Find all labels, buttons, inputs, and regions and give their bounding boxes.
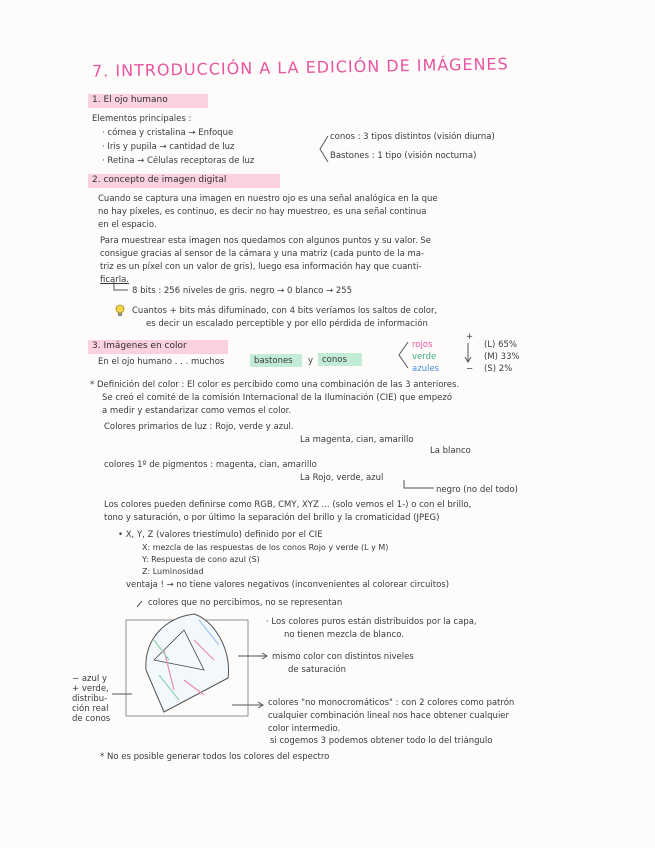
s3-puros-line1: · Los colores puros están distribuidos por la capa,: [266, 617, 477, 627]
s3-azules: azules: [412, 364, 440, 374]
arrow-icon: [112, 688, 134, 700]
brace-icon: [396, 340, 410, 370]
s3-mismo-line2: de saturación: [288, 665, 347, 675]
s2-p1-line2: no hay píxeles, es continuo, es decir no hay muestreo, es una señal continua: [98, 207, 427, 217]
s3-prim-pig: colores 1º de pigmentos : magenta, cian, amarillo: [104, 460, 317, 470]
s3-def2-line1: Los colores pueden definirse como RGB, CMY, XYZ ... (solo vemos el 1-) o con el brillo,: [104, 500, 472, 510]
s3-side-line4: ción real: [72, 704, 109, 714]
s2-bits: 8 bits : 256 niveles de gris. negro → 0 blanco → 255: [132, 286, 353, 296]
arrow-icon: [232, 700, 266, 710]
s3-plus: +: [466, 332, 474, 342]
section-3-heading: 3. Imágenes en color: [92, 341, 187, 351]
s1-item-cornea: · córnea y cristalina → Enfoque: [102, 128, 234, 138]
s2-p2-line4: ficarla.: [100, 275, 130, 285]
s1-conos: conos : 3 tipos distintos (visión diurna): [330, 132, 495, 142]
arrow-icon: [136, 598, 146, 608]
arrow-down-icon: [464, 343, 472, 365]
s2-idea-line2: es decir un escalado perceptible y por ello pérdida de información: [146, 319, 428, 329]
s3-ventaja: ventaja ! → no tiene valores negativos (inconvenientes al colorear circuitos): [126, 580, 450, 590]
s3-si3: si cogemos 3 podemos obtener todo lo del triángulo: [270, 736, 493, 746]
s3-def-line1: * Definición del color : El color es percibido como una combinación de las 3 anteriores.: [90, 380, 460, 390]
page-title: 7. INTRODUCCIÓN A LA EDICIÓN DE IMÁGENES: [91, 54, 509, 81]
s3-x: X: mezcla de las respuestas de los conos Rojo y verde (L y M): [142, 543, 389, 552]
s3-def2-line2: tono y saturación, o por último la separación del brillo y la cromaticidad (JPEG): [104, 513, 440, 523]
section-2-heading: 2. concepto de imagen digital: [92, 175, 227, 185]
section-1-heading: 1. El ojo humano: [92, 95, 168, 105]
arrow-icon: [238, 652, 270, 660]
s2-p1-line3: en el espacio.: [98, 220, 157, 230]
s3-mono-line2: cualquier combinación lineal nos hace obtener cualquier: [268, 711, 510, 721]
s3-side-line2: + verde,: [72, 684, 109, 694]
s3-mono-line1: colores "no monocromáticos" : con 2 colores como patrón: [268, 698, 515, 708]
s3-S: (S) 2%: [484, 364, 513, 374]
s2-p2-line2: consigue gracias al sensor de la cámara y una matriz (cada punto de la ma-: [100, 249, 425, 259]
s3-side-line1: − azul y: [72, 674, 107, 684]
s3-verde: verde: [412, 352, 437, 362]
arrow-icon: [112, 282, 130, 296]
s3-negro: negro (no del todo): [436, 485, 518, 495]
s2-p1-line1: Cuando se captura una imagen en nuestro ojo es una señal analógica en la que: [98, 194, 438, 204]
s3-def-line3: a medir y estandarizar como vemos el color.: [102, 406, 292, 416]
s1-item-iris: · Iris y pupila → cantidad de luz: [102, 142, 235, 152]
lightbulb-icon: [114, 303, 130, 317]
s3-side-line3: distribu-: [72, 694, 108, 704]
s3-M: (M) 33%: [484, 352, 520, 362]
s3-conos: conos: [322, 355, 347, 365]
s1-bastones: Bastones : 1 tipo (visión nocturna): [330, 151, 477, 161]
s2-p2-line1: Para muestrear esta imagen nos quedamos con algunos puntos y su valor. Se: [100, 236, 432, 246]
s3-line1: En el ojo humano . . . muchos: [98, 357, 225, 367]
s3-xyz: • X, Y, Z (valores triestímulo) definido por el CIE: [118, 530, 323, 540]
s3-prim-luz: Colores primarios de luz : Rojo, verde y azul.: [104, 422, 294, 432]
s3-mono-line3: color intermedio.: [268, 724, 341, 734]
brace-icon: [316, 134, 330, 164]
s1-item-retina: · Retina → Células receptoras de luz: [102, 156, 255, 166]
s2-idea-line1: Cuantos + bits más difuminado, con 4 bits veríamos los saltos de color,: [132, 306, 438, 316]
s3-bastones: bastones: [254, 356, 293, 366]
s2-p2-line3: triz es un píxel con un valor de gris), luego esa información hay que cuanti-: [100, 262, 422, 272]
s3-mismo-line1: mismo color con distintos niveles: [272, 652, 414, 662]
s3-L: (L) 65%: [484, 340, 517, 350]
s3-blanco: La blanco: [430, 446, 471, 456]
s3-minus: −: [466, 364, 474, 374]
s3-y-def: Y: Respuesta de cono azul (S): [142, 555, 260, 564]
s1-intro: Elementos principales :: [92, 114, 192, 124]
s3-final: * No es posible generar todos los colores del espectro: [100, 752, 330, 762]
s3-prim-pig-b: La Rojo, verde, azul: [300, 473, 384, 483]
s3-def-line2: Se creó el comité de la comisión Internacional de la Iluminación (CIE) que empezó: [102, 393, 453, 403]
s3-puros-line2: no tienen mezcla de blanco.: [284, 630, 404, 640]
s3-rojos: rojos: [412, 340, 433, 350]
s3-colores-no: colores que no percibimos, no se representan: [148, 598, 343, 608]
s3-z: Z: Luminosidad: [142, 567, 204, 576]
s3-y: y: [308, 356, 314, 366]
arrow-icon: [402, 480, 436, 492]
s3-prim-luz-b: La magenta, cian, amarillo: [300, 435, 414, 445]
s3-side-line5: de conos: [72, 714, 111, 724]
